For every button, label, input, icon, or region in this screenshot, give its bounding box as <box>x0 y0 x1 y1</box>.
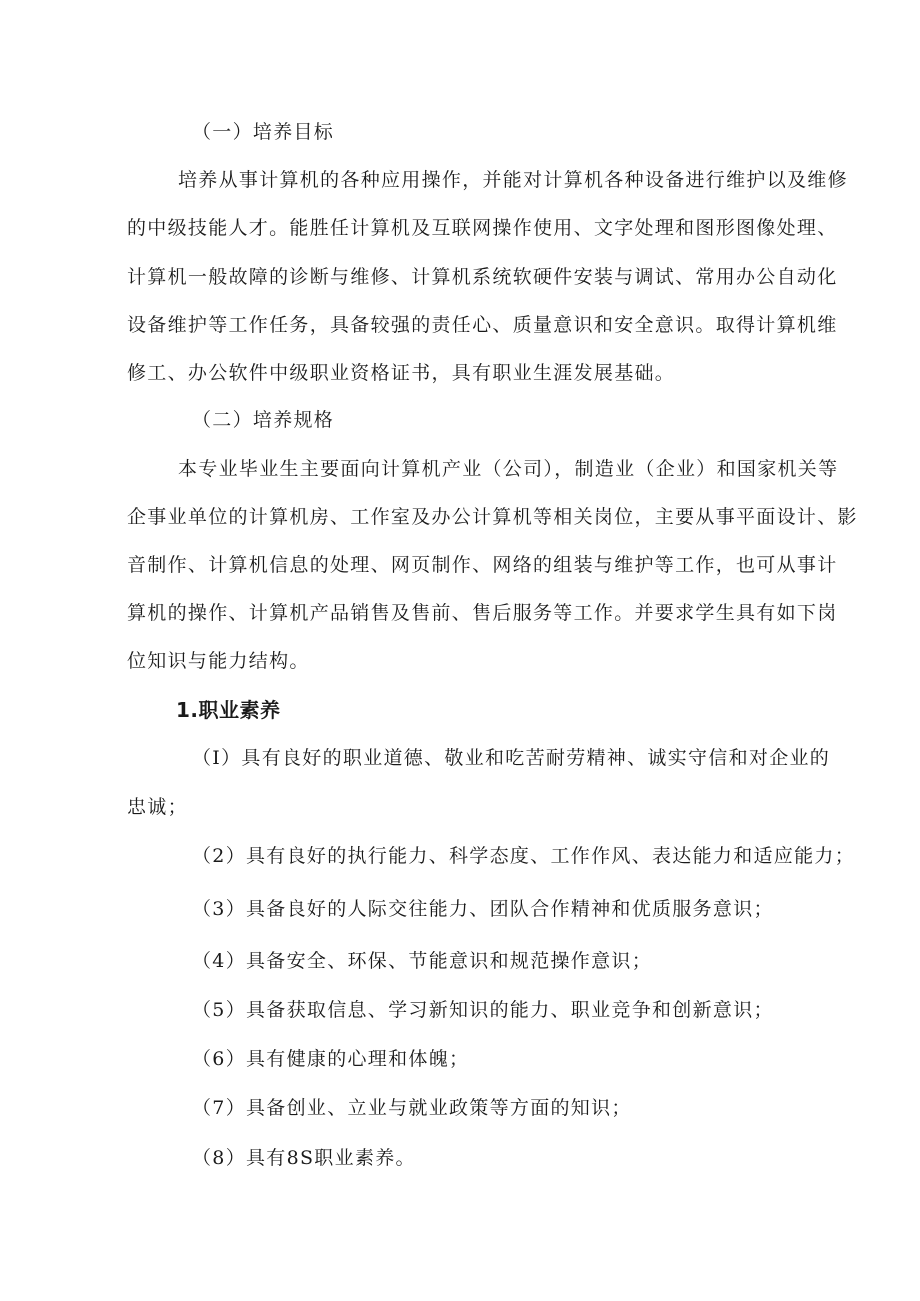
list-item: （5）具备获取信息、学习新知识的能力、职业竞争和创新意识； <box>192 999 774 1021</box>
section-heading-training-spec: （二）培养规格 <box>192 409 335 431</box>
section-heading-training-goal: （一）培养目标 <box>192 121 335 143</box>
paragraph-line: 算机的操作、计算机产品销售及售前、售后服务等工作。并要求学生具有如下岗 <box>127 602 838 624</box>
paragraph-line: 的中级技能人才。能胜任计算机及互联网操作使用、文字处理和图形图像处理、 <box>127 217 838 239</box>
list-item: （7）具备创业、立业与就业政策等方面的知识； <box>192 1097 632 1119</box>
section-heading-professional-quality: 1.职业素养 <box>176 698 281 722</box>
paragraph-line: 培养从事计算机的各种应用操作，并能对计算机各种设备进行维护以及维修 <box>178 169 848 191</box>
paragraph-line: 音制作、计算机信息的处理、网页制作、网络的组装与维护等工作，也可从事计 <box>127 554 838 576</box>
paragraph-line: 计算机一般故障的诊断与维修、计算机系统软硬件安装与调试、常用办公自动化 <box>127 266 838 288</box>
list-item: （I）具有良好的职业道德、敬业和吃苦耐劳精神、诚实守信和对企业的 <box>192 747 831 769</box>
list-item: （6）具有健康的心理和体魄； <box>192 1048 470 1070</box>
paragraph-line: 位知识与能力结构。 <box>127 650 310 672</box>
paragraph-line: 企事业单位的计算机房、工作室及办公计算机等相关岗位，主要从事平面设计、影 <box>127 506 858 528</box>
list-item: （2）具有良好的执行能力、科学态度、工作作风、表达能力和适应能力； <box>192 845 855 867</box>
list-item: （8）具有8S职业素养。 <box>192 1147 416 1169</box>
list-item-continuation: 忠诚； <box>127 796 188 818</box>
paragraph-line: 设备维护等工作任务，具备较强的责任心、质量意识和安全意识。取得计算机维 <box>127 314 838 336</box>
list-item: （3）具备良好的人际交往能力、团队合作精神和优质服务意识； <box>192 898 774 920</box>
paragraph-line: 修工、办公软件中级职业资格证书，具有职业生涯发展基础。 <box>127 362 676 384</box>
list-item: （4）具备安全、环保、节能意识和规范操作意识； <box>192 950 652 972</box>
paragraph-line: 本专业毕业生主要面向计算机产业（公司），制造业（企业）和国家机关等 <box>178 458 839 480</box>
